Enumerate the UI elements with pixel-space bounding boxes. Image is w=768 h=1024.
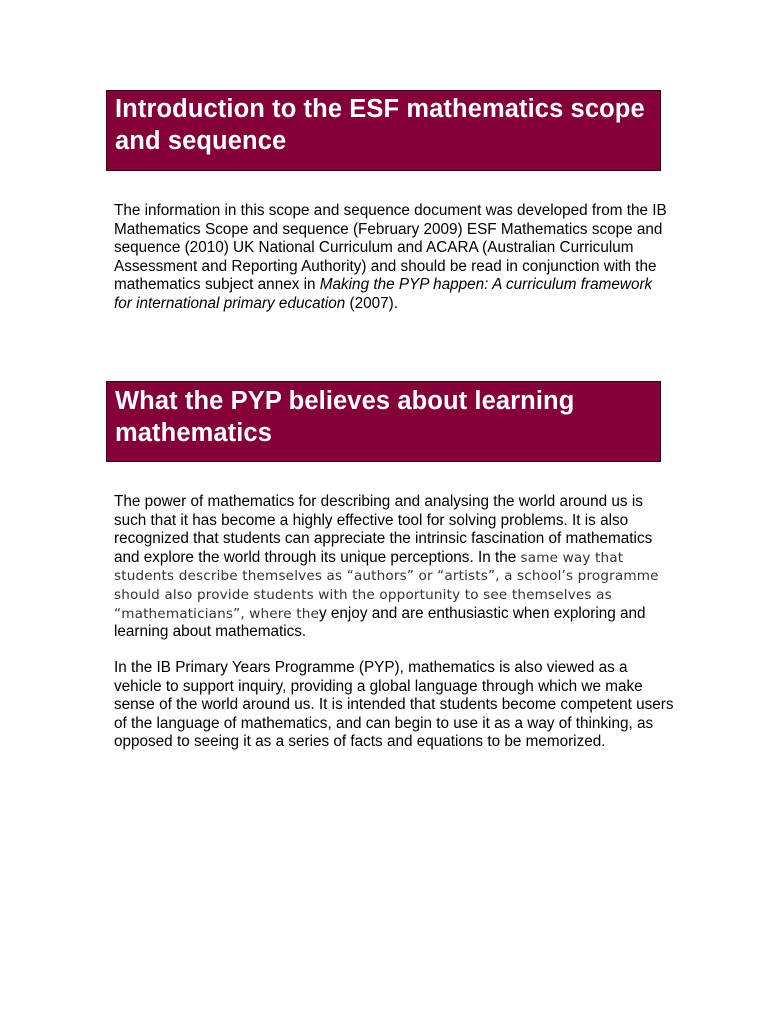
intro-italic-title: Making the PYP happen: A curriculum framework for international primary education xyxy=(114,276,653,312)
section-heading-intro xyxy=(106,90,661,171)
power-of-mathematics-paragraph xyxy=(114,493,674,642)
intro-text-before: The information in this scope and sequence document was developed from the IB Mathematics Scope and sequence (February 2009) ESF Mathematics scope and sequence (2010) UK National Curriculum and ACARA (Australian Curriculum Assessment and Reporting Authority) and should be read in conjunction with the mathematics subject annex in xyxy=(114,202,667,294)
power-paragraph-part3: y enjoy and are enthusiastic when exploring and learning about mathematics. xyxy=(114,604,646,641)
intro-text-after: (2007). xyxy=(345,294,398,312)
power-paragraph-part1: The power of mathematics for describing and analysing the world around us is such that it has become a highly effective tool for solving problems. It is also recognized that students can appreciate the intrinsic fascination of mathematics and explore the world through its unique perceptions. In the xyxy=(114,493,653,566)
intro-paragraph xyxy=(114,202,674,314)
heading-pyp-beliefs-text: What the PYP believes about learning mathematics xyxy=(115,387,575,447)
pyp-mathematics-paragraph: In the IB Primary Years Programme (PYP), mathematics is also viewed as a vehicle to support inquiry, providing a global language through which we make sense of the world around us. It is intended that students become competent users of the language of mathematics, and can begin to use it as a way of thinking, as opposed to seeing it as a series of facts and equations to be memorized. xyxy=(114,659,674,751)
heading-intro-text: Introduction to the ESF mathematics scope and sequence xyxy=(115,95,645,155)
section-heading-pyp-beliefs xyxy=(106,381,661,462)
power-paragraph-part2: same way that students describe themselves as “authors” or “artists”, a school’s programme should also provide students with the opportunity to see themselves as “mathematicians”, where the xyxy=(114,549,659,622)
